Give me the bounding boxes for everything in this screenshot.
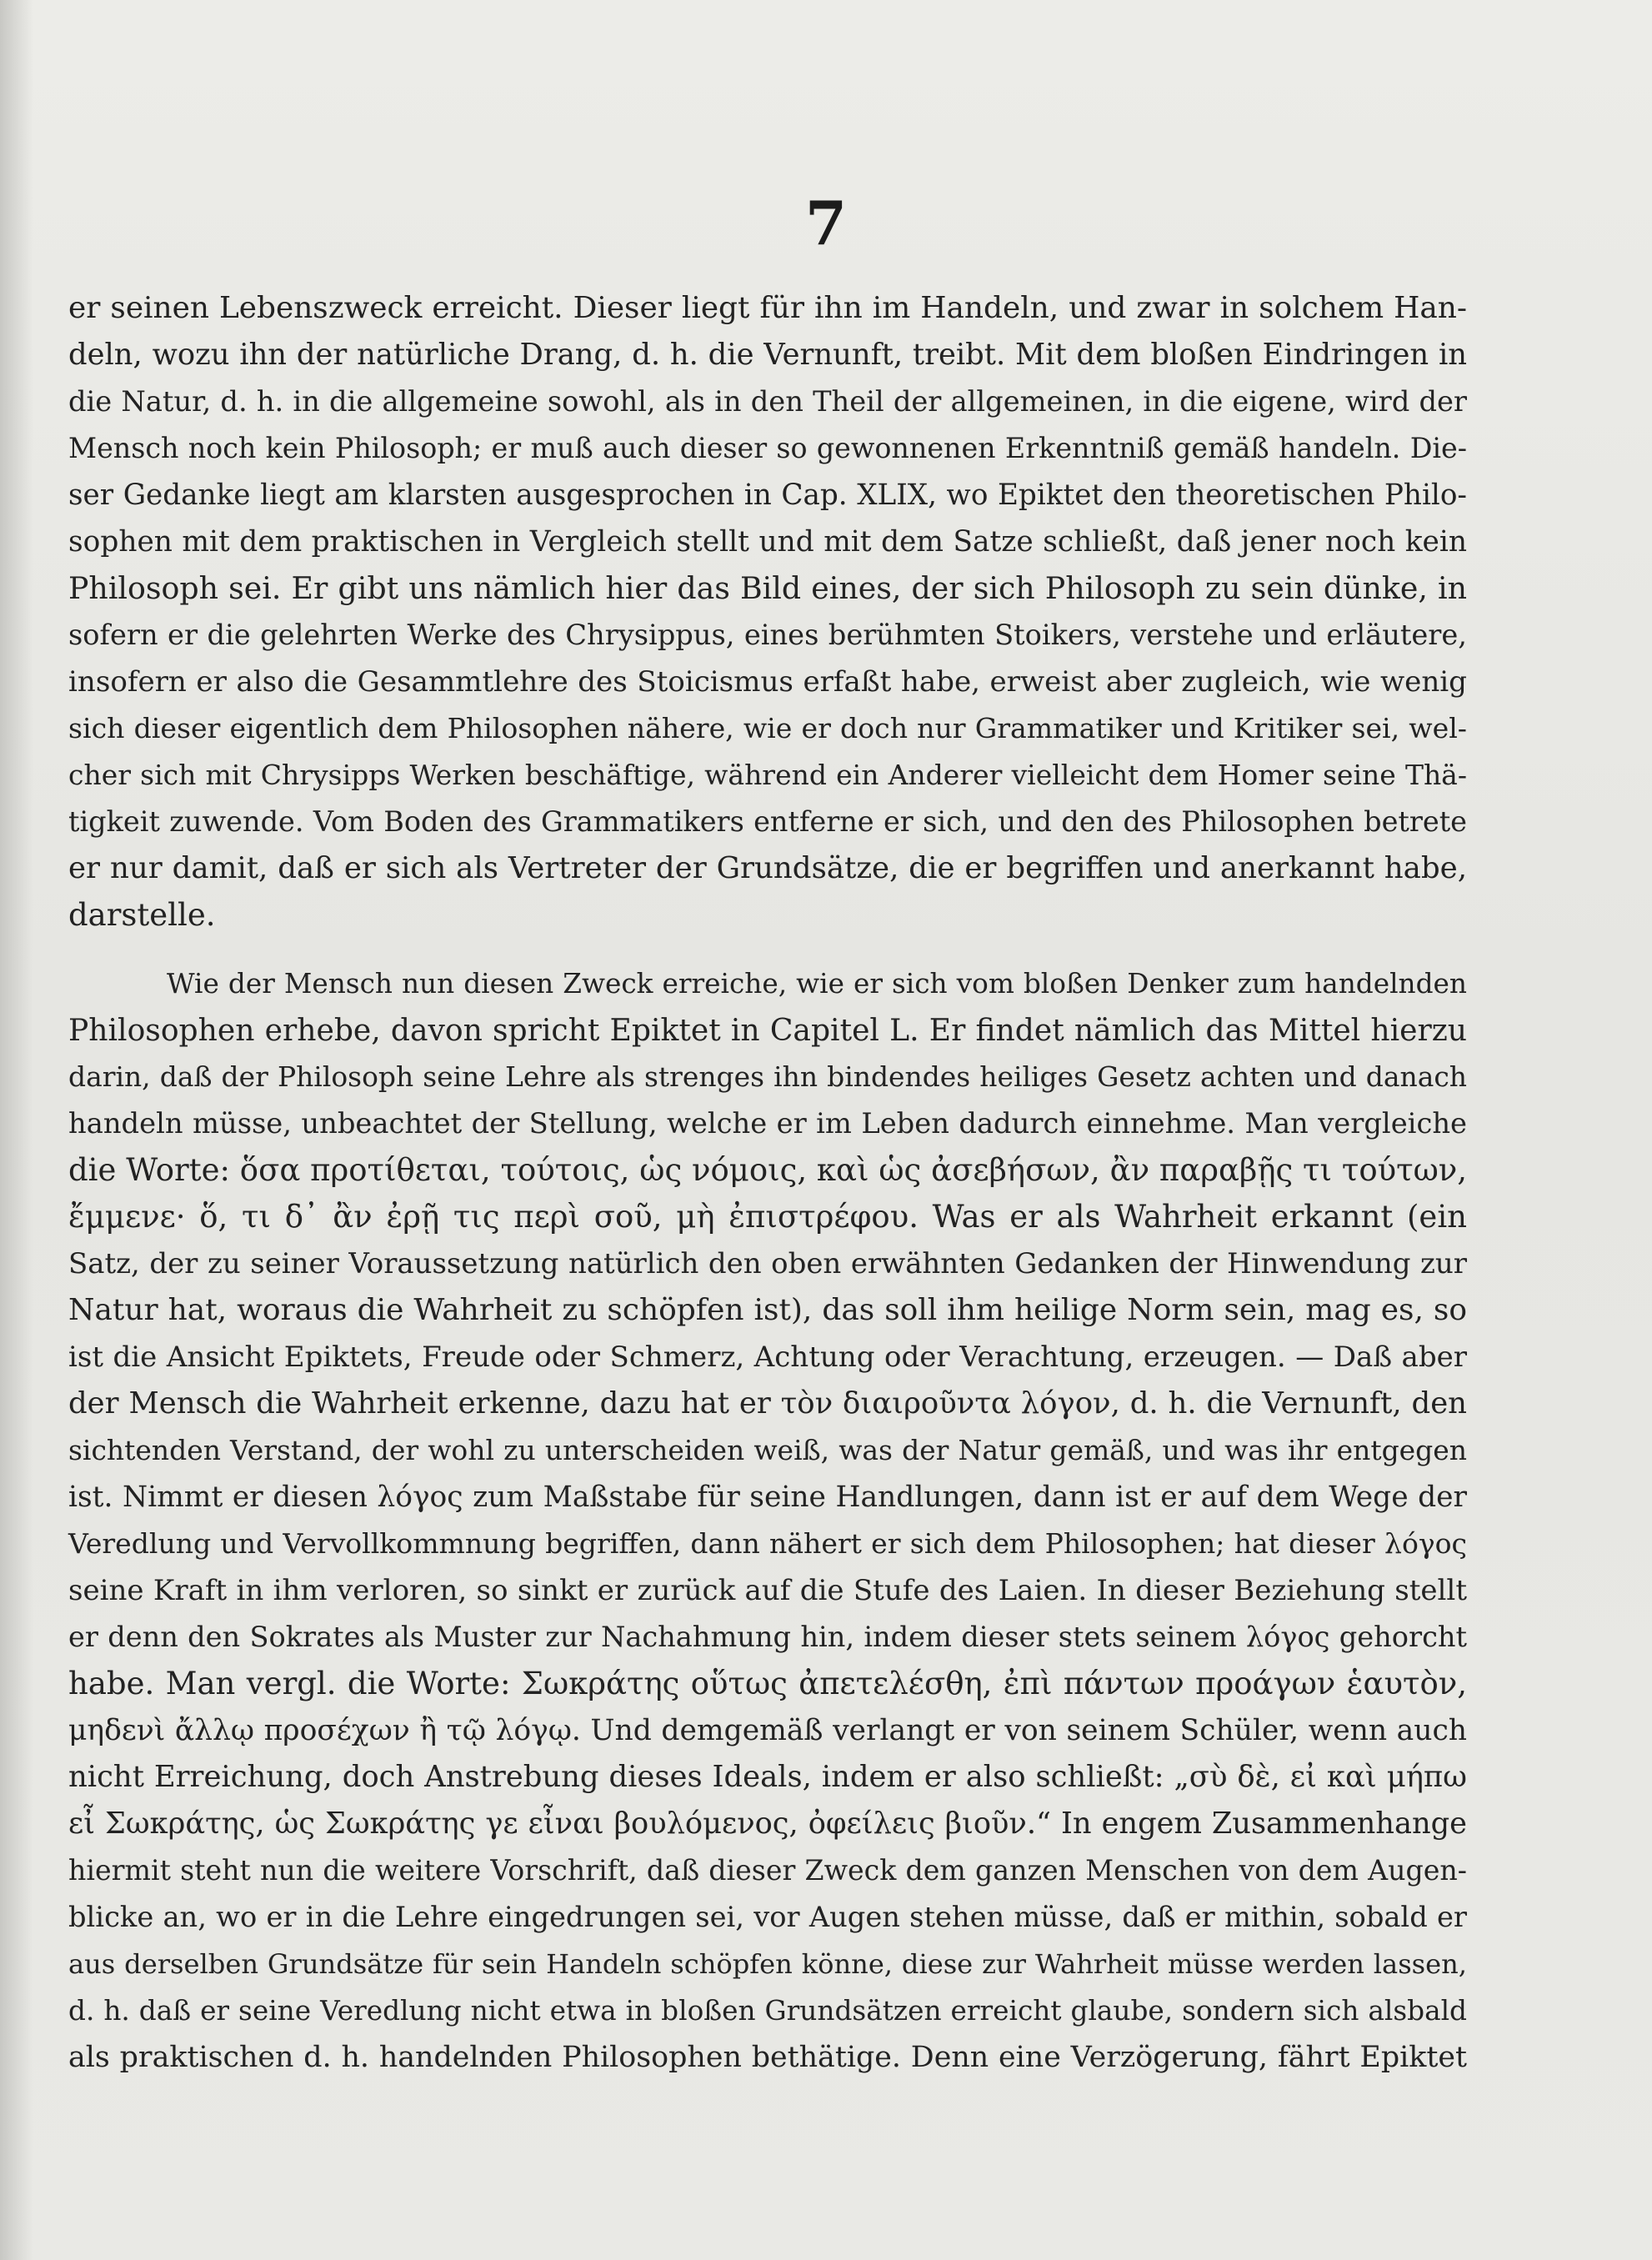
paragraph (68, 960, 1467, 2081)
page-number: 7 (804, 188, 848, 258)
text-line: habe. Man vergl. die Worte: Σωκράτης οὕτως ἀπετελέσθη, ἐπὶ πάντων προάγων ἑαυτὸν, (68, 1666, 1467, 1701)
text-line: cher sich mit Chrysipps Werken beschäftige, während ein Anderer vielleicht dem Homer seine Thä- (68, 759, 1467, 791)
text-line: der Mensch die Wahrheit erkenne, dazu hat er τὸν διαιροῦντα λόγον, d. h. die Vernunft, den (68, 1386, 1467, 1421)
text-line: aus derselben Grundsätze für sein Handeln schöpfen könne, diese zur Wahrheit müsse werden lassen, (68, 1948, 1467, 1980)
text-line: er seinen Lebenszweck erreicht. Dieser liegt für ihn im Handeln, und zwar in solchem Han- (68, 291, 1467, 325)
text-line: Natur hat, woraus die Wahrheit zu schöpfen ist), das soll ihm heilige Norm sein, mag es, so (68, 1293, 1467, 1327)
text-line: er denn den Sokrates als Muster zur Nachahmung hin, indem dieser stets seinem λόγος gehorcht (68, 1621, 1467, 1653)
text-line: μηδενὶ ἄλλῳ προσέχων ἢ τῷ λόγῳ. Und demgemäß verlangt er von seinem Schüler, wenn auch (68, 1714, 1467, 1747)
text-line: ist die Ansicht Epiktets, Freude oder Schmerz, Achtung oder Verachtung, erzeugen. — Daß aber (68, 1340, 1467, 1374)
text-line: tigkeit zuwende. Vom Boden des Grammatikers entferne er sich, und den des Philosophen betrete (68, 805, 1467, 838)
text-line: darstelle. (68, 897, 216, 933)
text-line: Philosoph sei. Er gibt uns nämlich hier das Bild eines, der sich Philosoph zu sein dünke, in (68, 570, 1467, 606)
text-line: sofern er die gelehrten Werke des Chrysippus, eines berühmten Stoikers, verstehe und erläutere, (68, 619, 1467, 651)
text-line: er nur damit, daß er sich als Vertreter der Grundsätze, die er begriffen und anerkannt habe, (68, 851, 1467, 885)
text-line: ist. Nimmt er diesen λόγος zum Maßstabe für seine Handlungen, dann ist er auf dem Wege der (68, 1481, 1467, 1514)
text-line: die Natur, d. h. in die allgemeine sowohl, als in den Theil der allgemeinen, in die eigene, wird der (68, 385, 1467, 418)
text-line: Philosophen erhebe, davon spricht Epiktet in Capitel L. Er findet nämlich das Mittel hierzu (68, 1013, 1467, 1048)
page-edge-shadow (0, 0, 33, 2260)
text-line: insofern er also die Gesammtlehre des Stoicismus erfaßt habe, erweist aber zugleich, wie wenig (68, 665, 1467, 699)
text-line: die Worte: ὅσα προτίθεται, τούτοις, ὡς νόμοις, καὶ ὡς ἀσεβήσων, ἂν παραβῇς τι τούτων, (68, 1152, 1467, 1188)
text-line: Wie der Mensch nun diesen Zweck erreiche, wie er sich vom bloßen Denker zum handelnden (167, 968, 1467, 1000)
text-line: ἔμμενε· ὅ, τι δ᾽ ἂν ἐρῇ τις περὶ σοῦ, μὴ ἐπιστρέφου. Was er als Wahrheit erkannt (ein (68, 1199, 1467, 1235)
text-line: Veredlung und Vervollkommnung begriffen, dann nähert er sich dem Philosophen; hat dieser λόγος (68, 1527, 1467, 1560)
text-line: ser Gedanke liegt am klarsten ausgesprochen in Cap. XLIX, wo Epiktet den theoretischen Philo- (68, 479, 1467, 512)
paragraph-gap (68, 939, 1467, 960)
text-line: d. h. daß er seine Veredlung nicht etwa in bloßen Grundsätzen erreicht glaube, sondern sich alsbald (68, 1995, 1467, 2027)
text-line: Mensch noch kein Philosoph; er muß auch dieser so gewonnenen Erkenntniß gemäß handeln. Die- (68, 432, 1467, 464)
text-line: sophen mit dem praktischen in Vergleich stellt und mit dem Satze schließt, daß jener noch kein (68, 525, 1467, 559)
text-line: als praktischen d. h. handelnden Philosophen bethätige. Denn eine Verzögerung, fährt Epiktet (68, 2041, 1467, 2074)
body-text (68, 285, 1467, 2081)
text-line: Satz, der zu seiner Voraussetzung natürlich den oben erwähnten Gedanken der Hinwendung zur (68, 1247, 1467, 1280)
text-line: εἶ Σωκράτης, ὡς Σωκράτης γε εἶναι βουλόμενος, ὀφείλεις βιοῦν.“ In engem Zusammenhange (68, 1806, 1467, 1841)
text-line: deln, wozu ihn der natürliche Drang, d. h. die Vernunft, treibt. Mit dem bloßen Eindringen in (68, 338, 1467, 372)
text-line: nicht Erreichung, doch Anstrebung dieses Ideals, indem er also schließt: „σὺ δὲ, εἰ καὶ μήπω (68, 1760, 1467, 1794)
text-line: handeln müsse, unbeachtet der Stellung, welche er im Leben dadurch einnehme. Man vergleiche (68, 1107, 1467, 1140)
text-line: sich dieser eigentlich dem Philosophen nähere, wie er doch nur Grammatiker und Kritiker sei, wel- (68, 712, 1467, 744)
text-line: blicke an, wo er in die Lehre eingedrungen sei, vor Augen stehen müsse, daß er mithin, sobald er (68, 1901, 1467, 1933)
text-line: seine Kraft in ihm verloren, so sinkt er zurück auf die Stufe des Laien. In dieser Beziehung stellt (68, 1574, 1467, 1607)
text-line: darin, daß der Philosoph seine Lehre als strenges ihn bindendes heiliges Gesetz achten und danach (68, 1060, 1467, 1093)
paragraph (68, 285, 1467, 939)
text-line: hiermit steht nun die weitere Vorschrift, daß dieser Zweck dem ganzen Menschen von dem Augen- (68, 1854, 1467, 1887)
text-line: sichtenden Verstand, der wohl zu unterscheiden weiß, was der Natur gemäß, und was ihr entgegen (68, 1434, 1467, 1466)
